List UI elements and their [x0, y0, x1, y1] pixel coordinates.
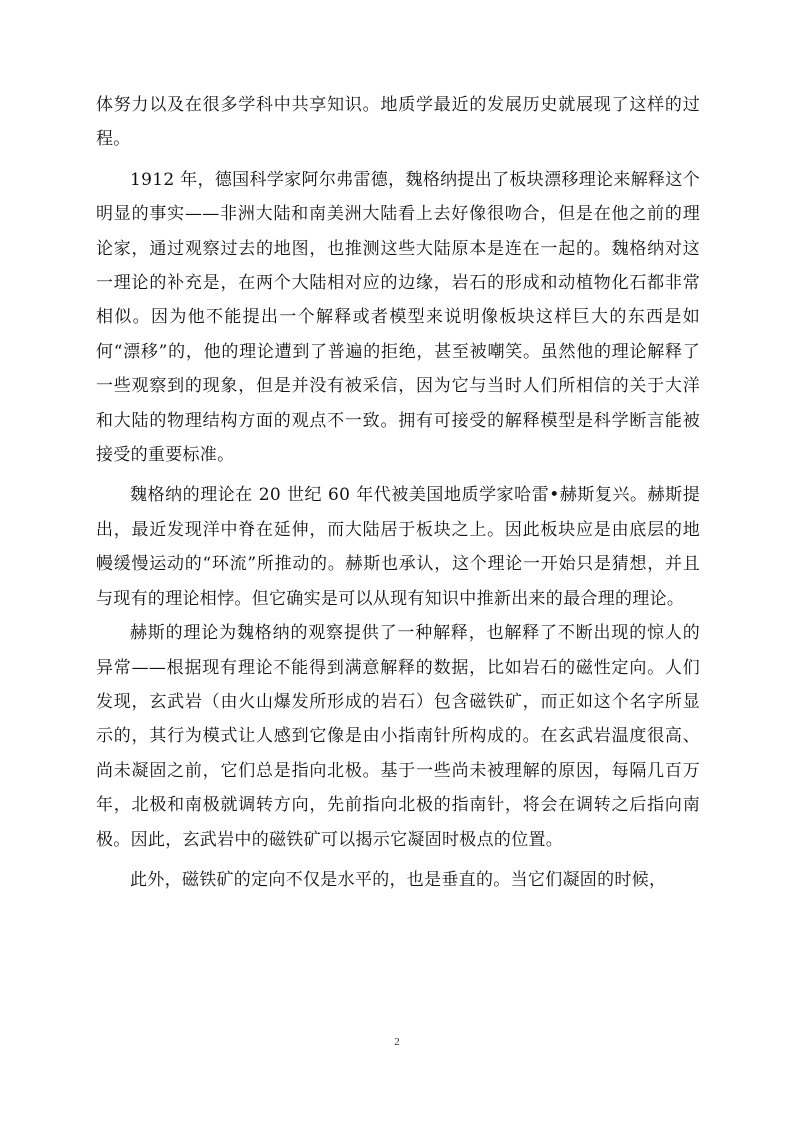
document-page	[96, 88, 700, 897]
paragraph-wegener: 1912 年，德国科学家阿尔弗雷德，魏格纳提出了板块漂移理论来解释这个明显的事实——非洲大陆和南美洲大陆看上去好像很吻合，但是在他之前的理论家，通过观察过去的地图，也推测这些大陆原本是连在一起的。魏格纳对这一理论的补充是，在两个大陆相对应的边缘，岩石的形成和动植物化石都非常相似。因为他不能提出一个解释或者模型来说明像板块这样巨大的东西是如何“漂移”的，他的理论遭到了普遍的拒绝，甚至被嘲笑。虽然他的理论解释了一些观察到的现象，但是并没有被采信，因为它与当时人们所相信的关于大洋和大陆的物理结构方面的观点不一致。拥有可接受的解释模型是科学断言能被接受的重要标准。	[96, 169, 700, 466]
paragraph-magnetite: 此外，磁铁矿的定向不仅是水平的，也是垂直的。当它们凝固的时候，	[130, 869, 667, 890]
paragraph-hess-revival: 魏格纳的理论在 20 世纪 60 年代被美国地质学家哈雷•赫斯复兴。赫斯提出，最近发现洋中脊在延伸，而大陆居于板块之上。因此板块应是由底层的地幔缓慢运动的“环流”所推动的。赫斯也承认，这个理论一开始只是猜想，并且与现有的理论相悖。但它确实是可以从现有知识中推新出来的最合理的理论。	[96, 485, 700, 609]
paragraph-hess-theory: 赫斯的理论为魏格纳的观察提供了一种解释，也解释了不断出现的惊人的异常——根据现有理论不能得到满意解释的数据，比如岩石的磁性定向。人们发现，玄武岩（由火山爆发所形成的岩石）包含磁铁矿，而正如这个名字所显示的，其行为模式让人感到它像是由小指南针所构成的。在玄武岩温度很高、尚未凝固之前，它们总是指向北极。基于一些尚未被理解的原因，每隔几百万年，北极和南极就调转方向，先前指向北极的指南针，将会在调转之后指向南极。因此，玄武岩中的磁铁矿可以揭示它凝固时极点的位置。	[96, 623, 700, 850]
page-number: 2	[394, 1036, 400, 1048]
paragraph-continuation: 体努力以及在很多学科中共享知识。地质学最近的发展历史就展现了这样的过程。	[96, 95, 700, 150]
